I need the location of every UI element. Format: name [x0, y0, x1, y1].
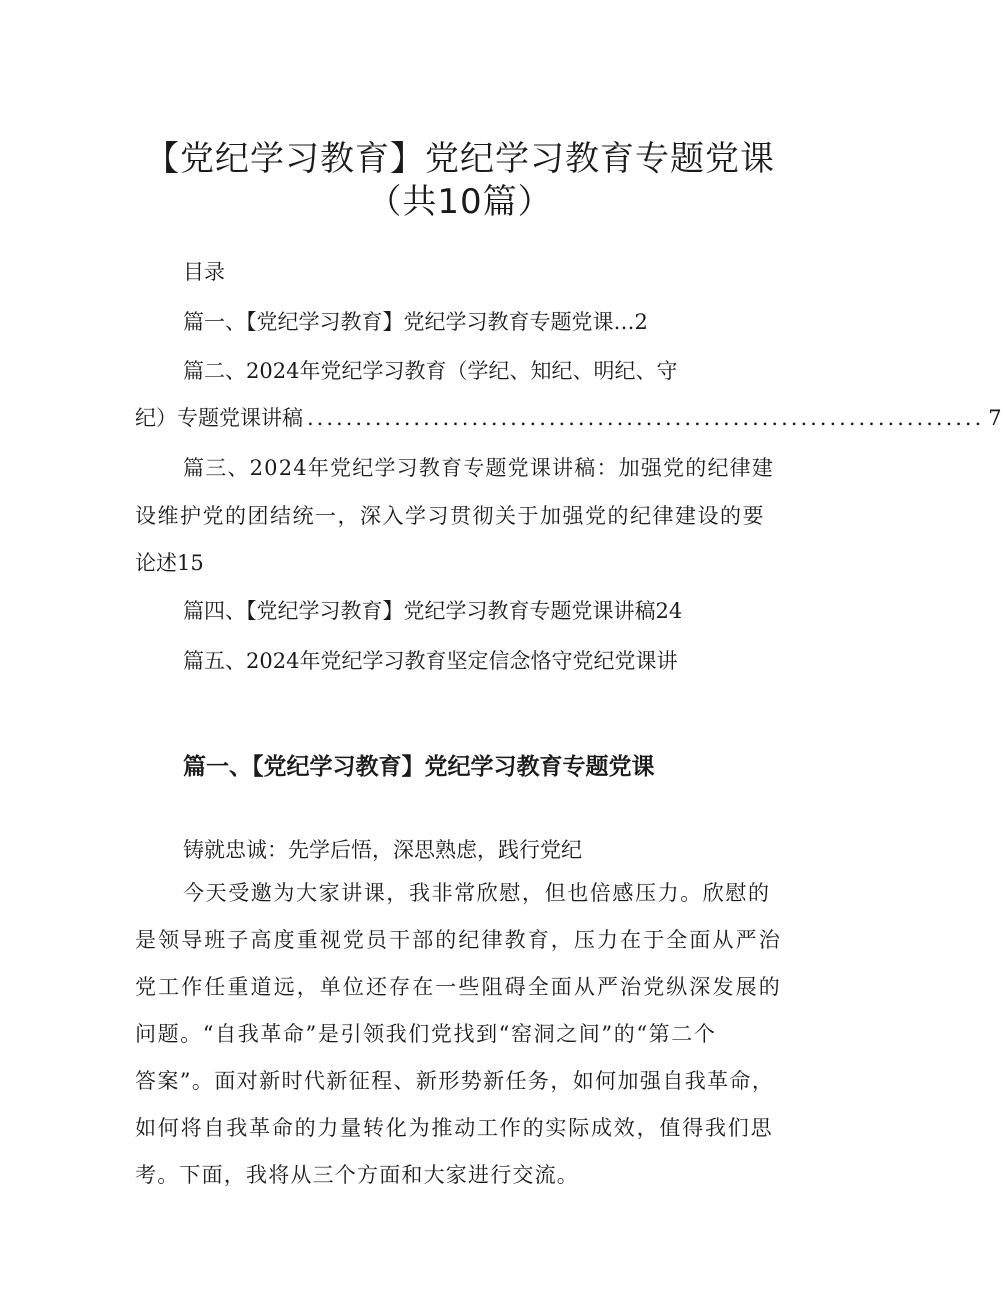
toc-leader-dots: ...................................................................... [307, 406, 985, 430]
body-paragraph-line: 今天受邀为大家讲课，我非常欣慰，但也倍感压力。欣慰的 [183, 881, 771, 905]
document-title-count: （共10篇） [367, 182, 553, 222]
toc-entry-3-line-2: 设维护党的团结统一，深入学习贯彻关于加强党的纪律建设的要 [135, 504, 765, 528]
toc-entry-2-line-2 [135, 406, 1002, 430]
toc-entry-3-line-1: 篇三、2024年党纪学习教育专题党课讲稿：加强党的纪律建 [183, 456, 775, 480]
toc-entry-4: 篇四、【党纪学习教育】党纪学习教育专题党课讲稿24 [183, 599, 683, 623]
document-title: 【党纪学习教育】党纪学习教育专题党课 [145, 139, 775, 179]
body-paragraph-line: 是领导班子高度重视党员干部的纪律教育，压力在于全面从严治 [135, 928, 782, 952]
toc-entry-1: 篇一、【党纪学习教育】党纪学习教育专题党课…2 [183, 310, 648, 334]
toc-entry-2-line-1: 篇二、2024年党纪学习教育（学纪、知纪、明纪、守 [183, 359, 678, 383]
body-paragraph-line: 党工作任重道远，单位还存在一些阻碍全面从严治党纵深发展的 [135, 975, 782, 999]
section-heading: 篇一、【党纪学习教育】党纪学习教育专题党课 [183, 754, 655, 781]
toc-entry-5: 篇五、2024年党纪学习教育坚定信念恪守党纪党课讲 [183, 649, 678, 673]
toc-label: 目录 [183, 260, 225, 284]
toc-entry-2-page: 7 [988, 406, 1002, 430]
toc-entry-3-line-3: 论述15 [135, 551, 204, 575]
body-paragraph-line: 如何将自我革命的力量转化为推动工作的实际成效，值得我们思 [135, 1116, 774, 1140]
toc-entry-2-text: 纪）专题党课讲稿 [135, 406, 303, 430]
body-paragraph-line: 问题。“自我革命”是引领我们党找到“窑洞之间”的“第二个 [135, 1022, 717, 1046]
body-paragraph-line: 考。下面，我将从三个方面和大家进行交流。 [135, 1163, 579, 1187]
body-paragraph-line: 答案”。面对新时代新征程、新形势新任务，如何加强自我革命， [135, 1069, 775, 1093]
section-subtitle: 铸就忠诚：先学后悟，深思熟虑，践行党纪 [183, 838, 582, 862]
